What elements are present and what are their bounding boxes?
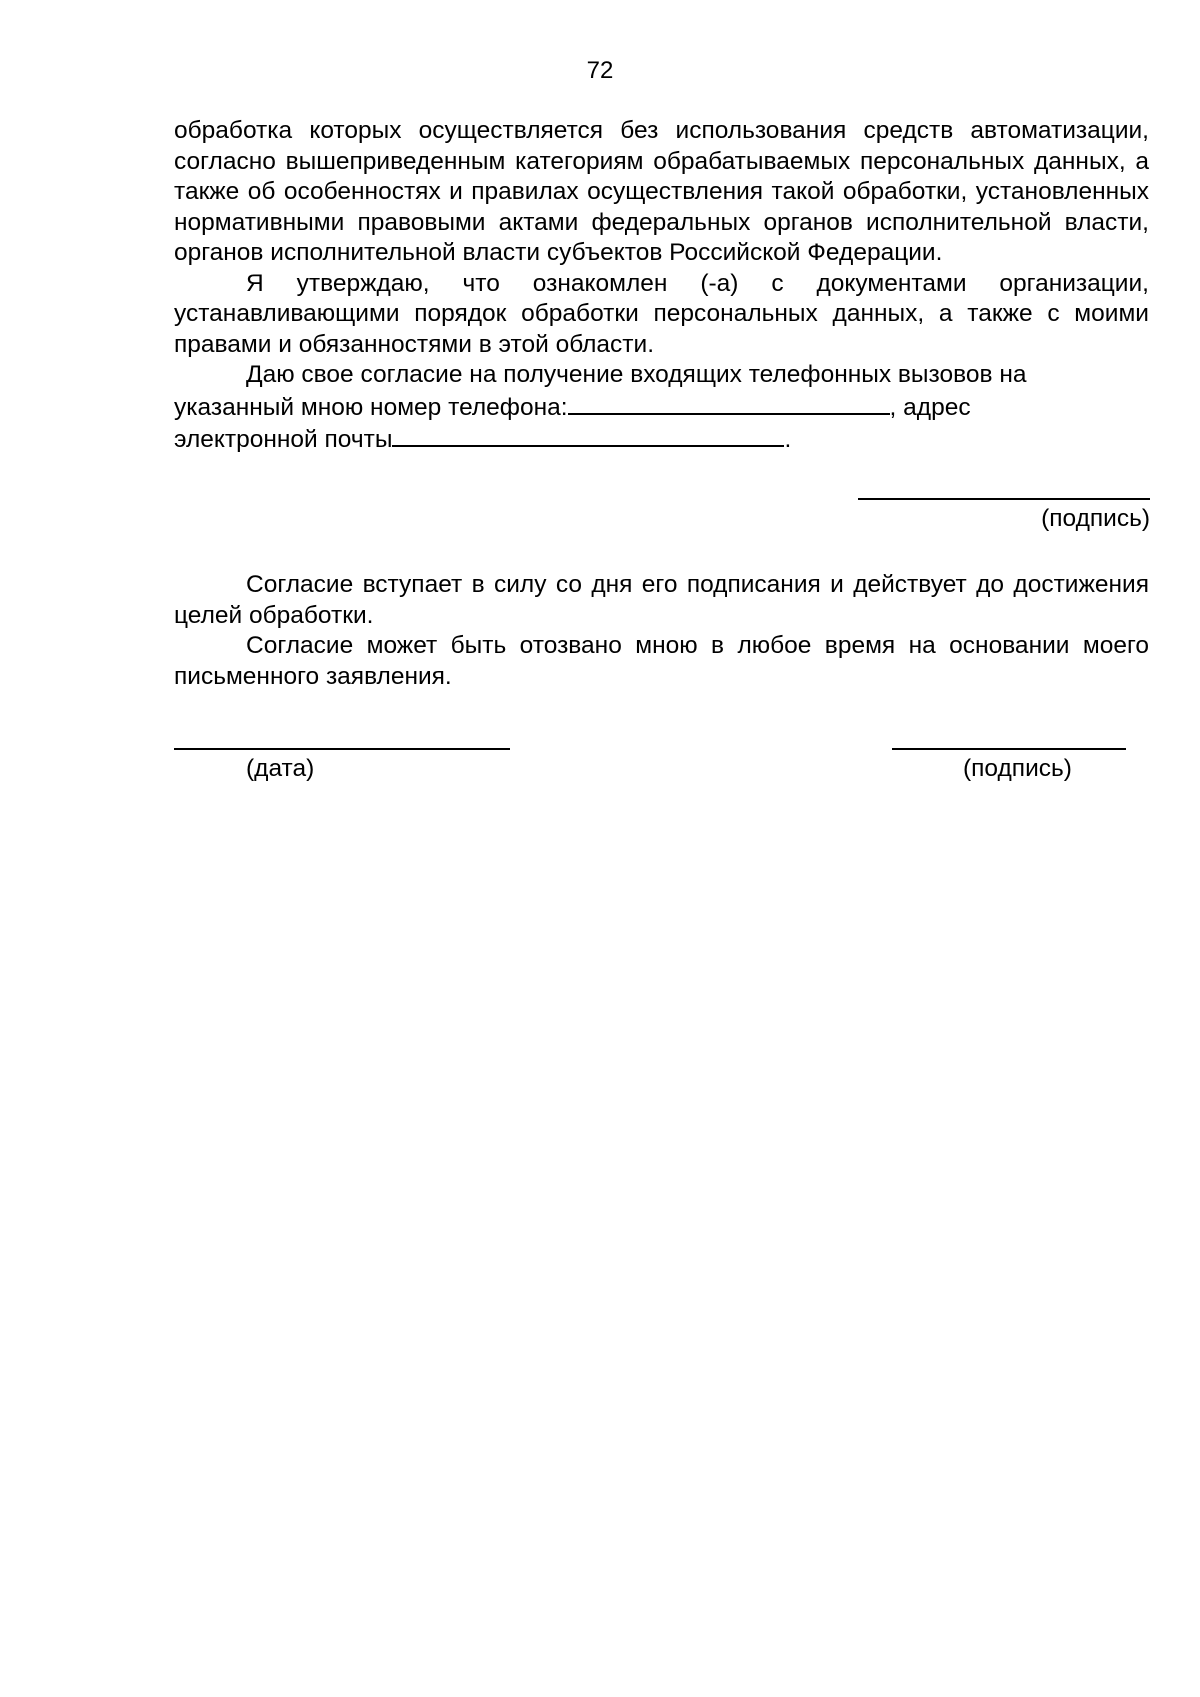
signature-line-2[interactable]	[892, 748, 1126, 750]
consent-revocation-paragraph: Согласие может быть отозвано мною в любое время на основании моего письменного заявления.	[174, 632, 1149, 690]
date-line[interactable]	[174, 748, 510, 750]
signature-caption-1: (подпись)	[1041, 505, 1150, 532]
paragraph-acknowledgement: Я утверждаю, что ознакомлен (-а) с документами организации, устанавливающими порядок обработки персональных данных, а также с моими правами и обязанностями в этой области.	[174, 269, 1149, 358]
signature-line-1[interactable]	[858, 498, 1150, 500]
signature-block-1	[858, 498, 1150, 534]
email-intro-label: , адрес	[889, 393, 971, 421]
email-label: электронной почты	[174, 426, 393, 453]
email-period: .	[784, 426, 792, 453]
phone-number-blank[interactable]	[568, 391, 890, 415]
paragraph-email-line	[174, 423, 1149, 456]
document-body	[174, 116, 1149, 456]
email-address-blank[interactable]	[392, 423, 784, 447]
page-number: 72	[586, 57, 614, 84]
paragraph-phone-consent-line-1: Даю свое согласие на получение входящих телефонных вызовов на	[246, 361, 1027, 388]
consent-effective-paragraph: Согласие вступает в силу со дня его подписания и действует до достижения целей обработки.	[174, 571, 1149, 629]
paragraph-processing-rules: обработка которых осуществляется без использования средств автоматизации, согласно вышеприведенным категориям обрабатываемых персональных данных, а также об особенностях и правилах осуществления такой обработки, установленных нормативными правовыми актами федеральных органов исполнительной власти, органов исполнительной власти субъектов Российской Федерации.	[174, 117, 1149, 266]
consent-terms	[174, 570, 1149, 692]
paragraph-phone-consent-line-2	[174, 391, 1149, 424]
signature-caption-2: (подпись)	[963, 755, 1072, 782]
date-caption: (дата)	[246, 755, 315, 782]
phone-label: указанный мною номер телефона:	[174, 393, 568, 421]
